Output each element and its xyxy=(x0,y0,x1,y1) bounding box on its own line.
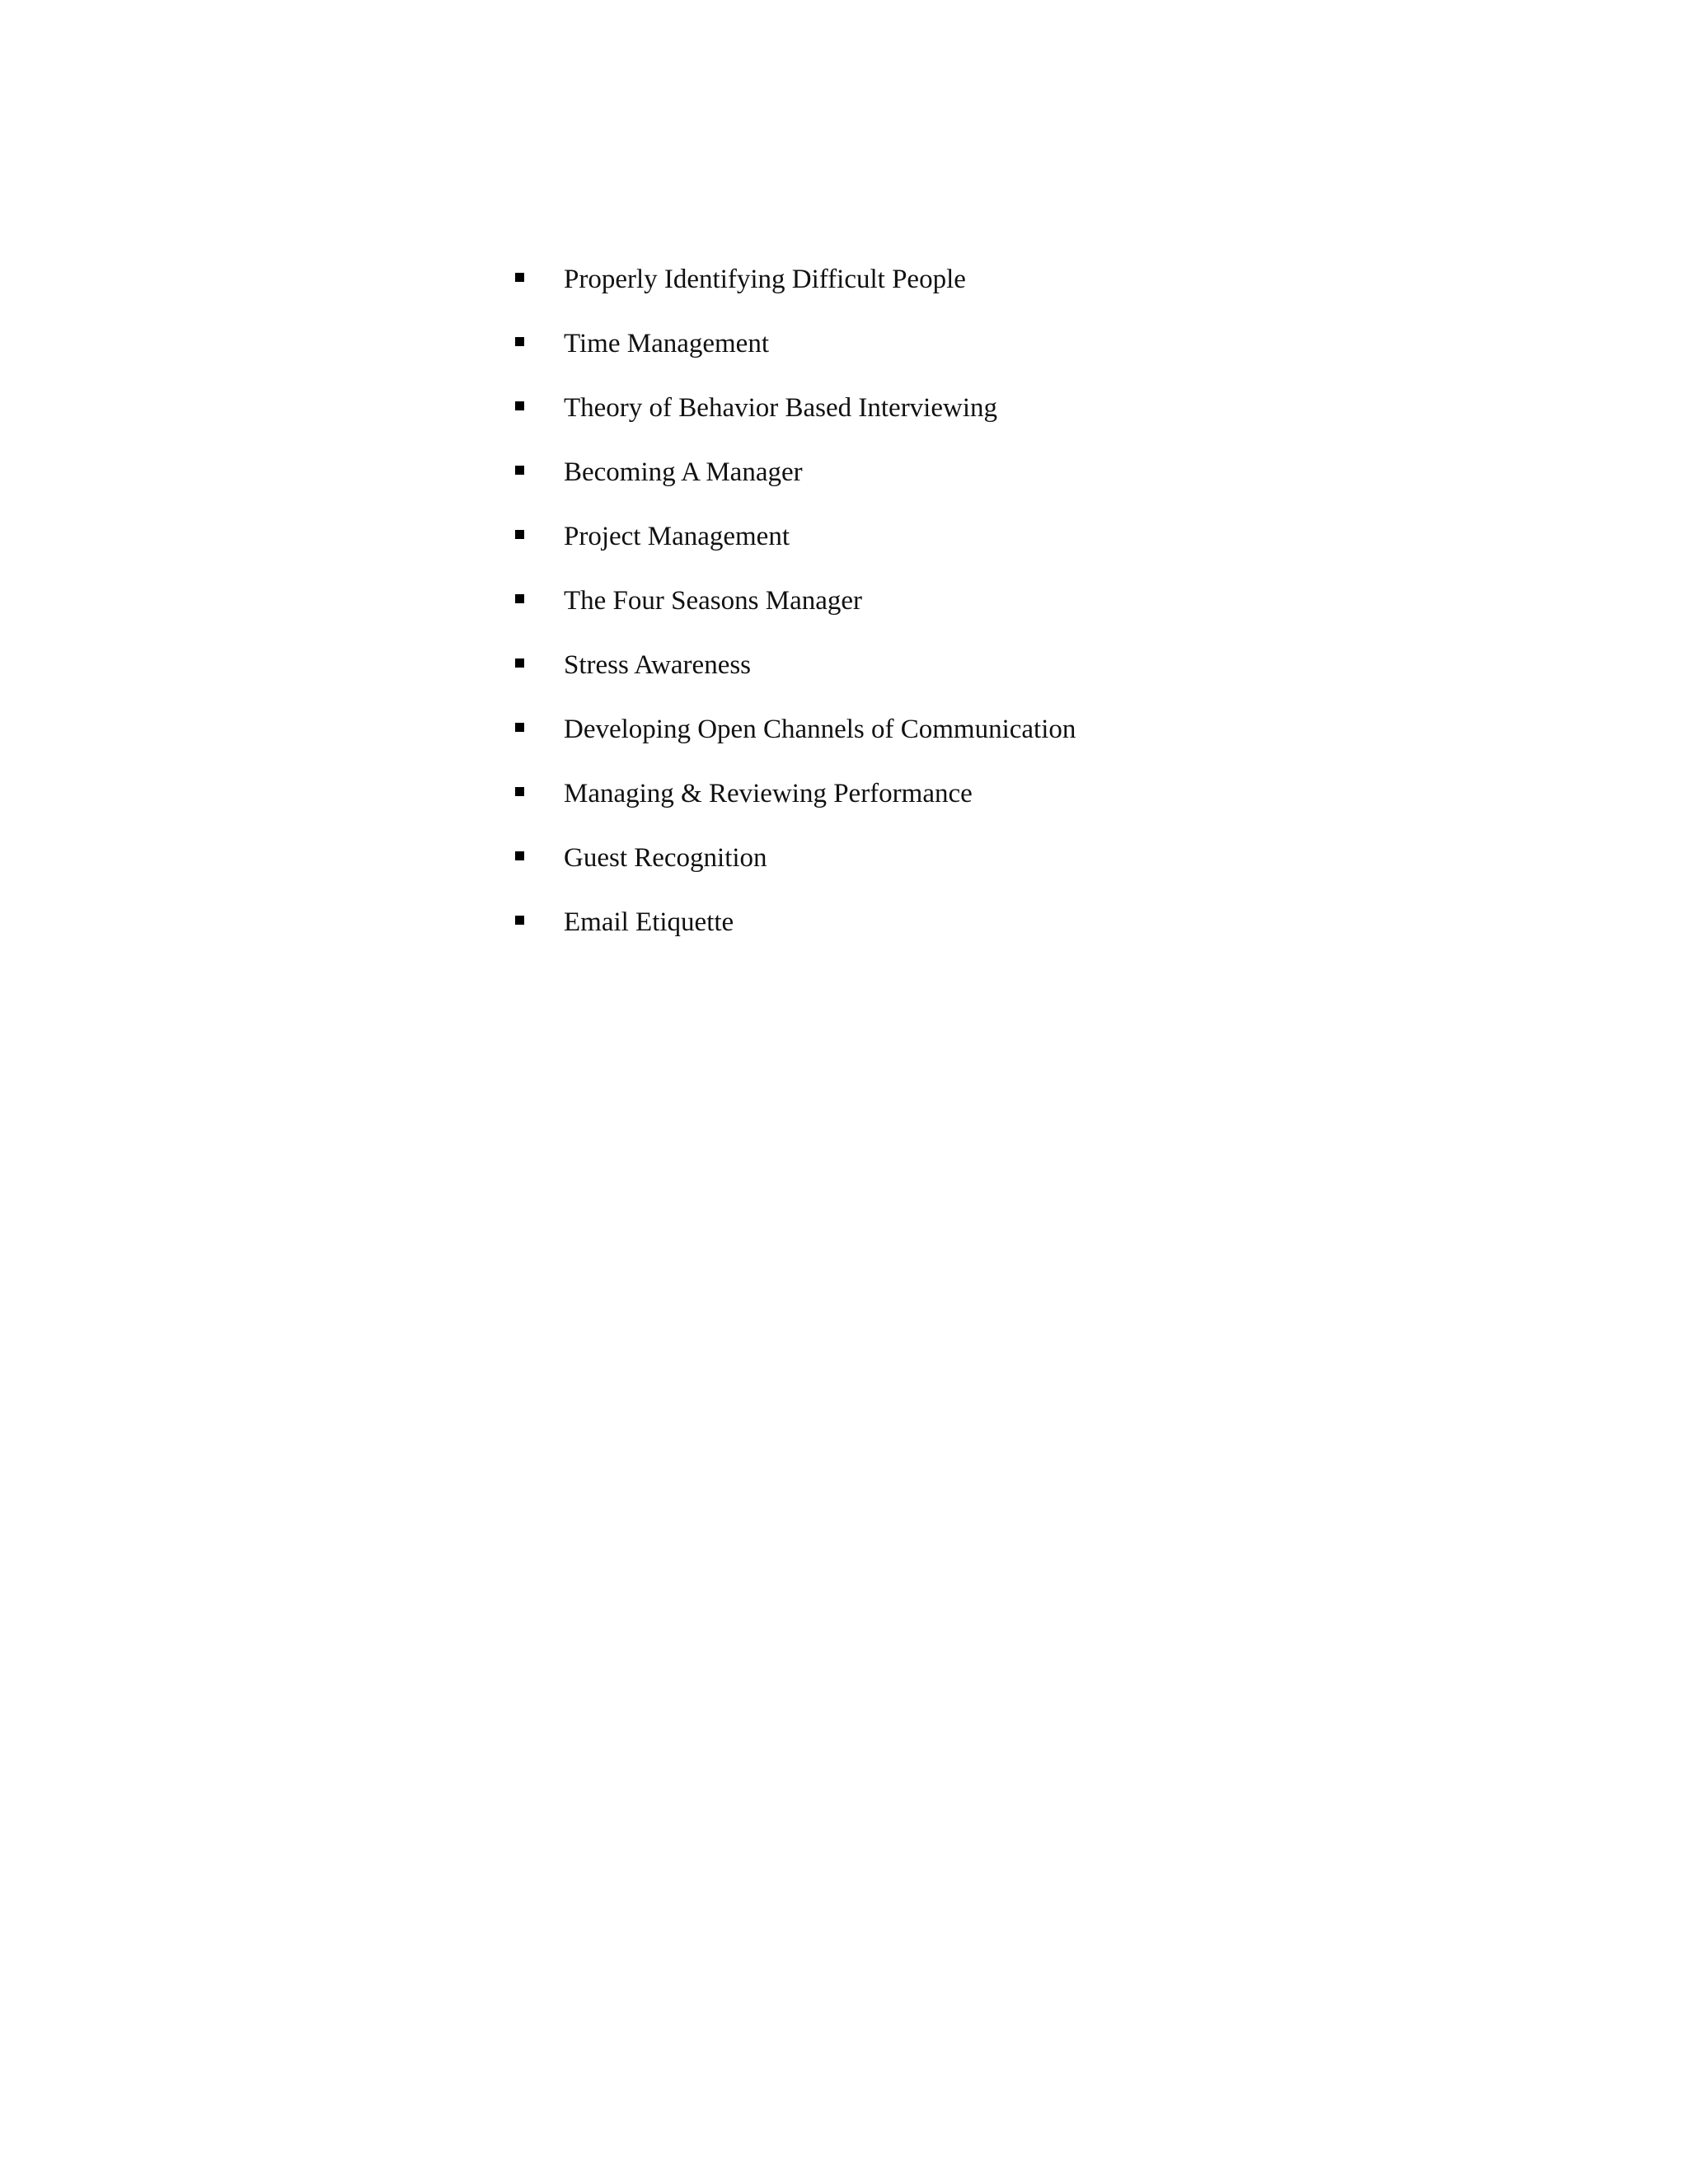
list-item-label: Time Management xyxy=(564,328,769,359)
square-bullet-icon xyxy=(515,658,524,668)
list-item xyxy=(515,312,1076,376)
list-item xyxy=(515,762,1076,826)
square-bullet-icon xyxy=(515,401,524,410)
list-item xyxy=(515,697,1076,762)
list-item xyxy=(515,826,1076,890)
list-item-label: Guest Recognition xyxy=(564,842,767,873)
list-item-label: Developing Open Channels of Communication xyxy=(564,714,1076,744)
square-bullet-icon xyxy=(515,594,524,603)
square-bullet-icon xyxy=(515,723,524,732)
list-item xyxy=(515,376,1076,440)
square-bullet-icon xyxy=(515,851,524,860)
list-item xyxy=(515,569,1076,633)
topic-bullet-list xyxy=(515,247,1076,954)
list-item xyxy=(515,440,1076,504)
list-item xyxy=(515,247,1076,312)
list-item-label: Properly Identifying Difficult People xyxy=(564,264,966,294)
list-item-label: Project Management xyxy=(564,521,790,551)
square-bullet-icon xyxy=(515,916,524,925)
square-bullet-icon xyxy=(515,530,524,539)
list-item xyxy=(515,890,1076,954)
square-bullet-icon xyxy=(515,337,524,346)
square-bullet-icon xyxy=(515,273,524,282)
list-item xyxy=(515,504,1076,569)
list-item-label: Stress Awareness xyxy=(564,649,752,680)
list-item xyxy=(515,633,1076,697)
square-bullet-icon xyxy=(515,466,524,475)
list-item-label: Email Etiquette xyxy=(564,907,734,937)
list-item-label: Becoming A Manager xyxy=(564,457,803,487)
list-item-label: Managing & Reviewing Performance xyxy=(564,778,973,808)
square-bullet-icon xyxy=(515,787,524,796)
list-item-label: Theory of Behavior Based Interviewing xyxy=(564,392,998,423)
list-item-label: The Four Seasons Manager xyxy=(564,585,863,616)
